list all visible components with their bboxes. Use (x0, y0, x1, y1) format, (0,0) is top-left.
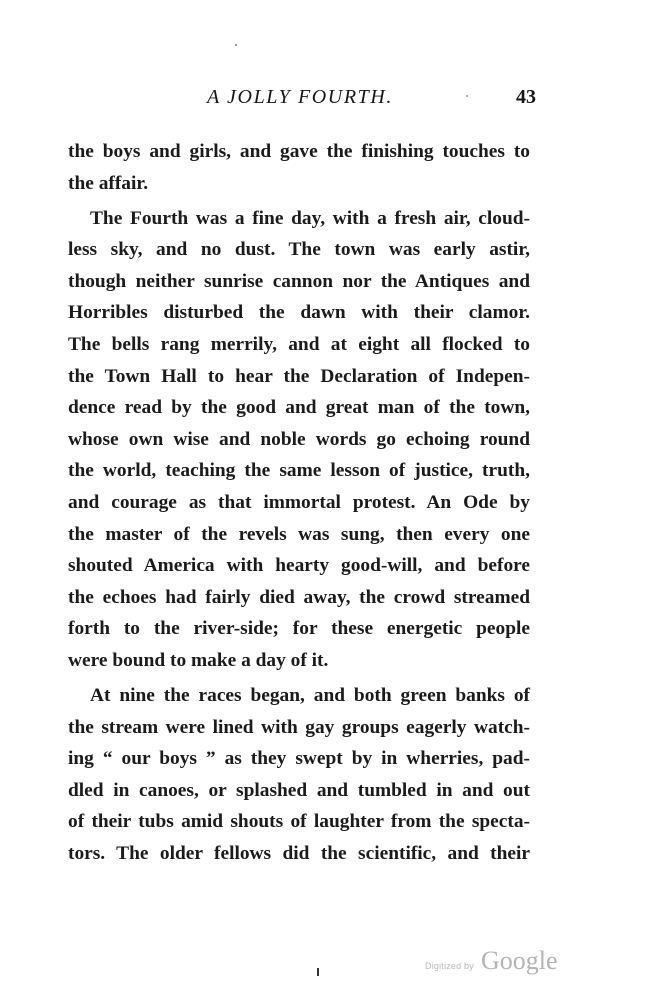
text-line: the world, teaching the same lesson of justice, truth, (68, 460, 530, 482)
text-line: dled in canoes, or splashed and tumbled in and out (68, 779, 530, 801)
text-line: the boys and girls, and gave the finishing touches to (68, 141, 530, 162)
text-line: the stream were lined with gay groups eagerly watch- (68, 716, 530, 738)
text-line: of their tubs amid shouts of laughter from the specta- (68, 811, 530, 833)
text-line: the affair. (68, 172, 149, 194)
text-line: were bound to make a day of it. (68, 650, 329, 671)
watermark-prefix: Digitized by (425, 961, 474, 971)
google-digitized-watermark (425, 946, 558, 982)
running-title: A JOLLY FOURTH. (207, 86, 394, 108)
text-line: the master of the revels was sung, then every one (68, 523, 530, 545)
text-line: shouted America with hearty good-will, and before (68, 555, 530, 577)
text-line: and courage as that immortal protest. An Ode by (68, 492, 530, 514)
paragraph (68, 203, 530, 677)
paragraph (68, 680, 530, 870)
text-line: forth to the river-side; for these energetic people (68, 618, 530, 640)
text-line: tors. The older fellows did the scientific, and their (68, 843, 530, 865)
text-line: though neither sunrise cannon nor the Antiques and (68, 270, 530, 292)
text-line: the echoes had fairly died away, the crowd streamed (68, 586, 530, 608)
running-head (68, 86, 538, 120)
text-line: At nine the races began, and both green banks of (90, 685, 530, 707)
text-line: The bells rang merrily, and at eight all flocked to (68, 334, 530, 356)
google-logo: Google (481, 946, 558, 975)
page-number: 43 (516, 86, 536, 108)
text-line: The Fourth was a fine day, with a fresh air, cloud- (90, 207, 530, 229)
text-line: Horribles disturbed the dawn with their clamor. (68, 302, 530, 324)
text-line: less sky, and no dust. The town was early astir, (68, 239, 530, 261)
text-line: whose own wise and noble words go echoing round (68, 428, 530, 450)
scan-speck (235, 44, 237, 46)
scan-speck (317, 968, 319, 976)
text-line: ing “ our boys ” as they swept by in wherries, pad- (68, 748, 530, 770)
text-line: dence read by the good and great man of the town, (68, 397, 530, 419)
paragraph (68, 136, 530, 199)
body-text (68, 136, 530, 870)
text-line: the Town Hall to hear the Declaration of Indepen- (68, 365, 530, 387)
